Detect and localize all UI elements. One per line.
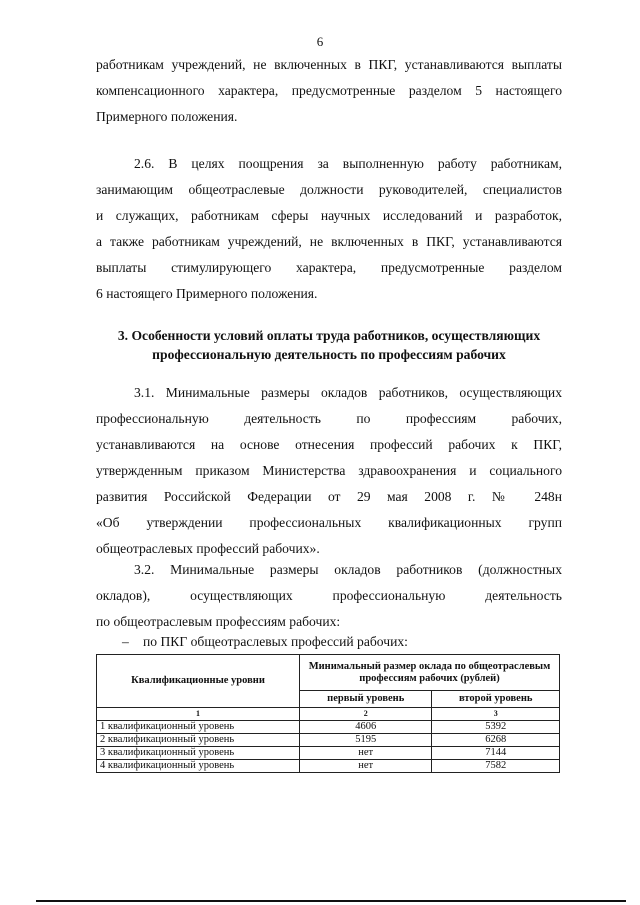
second-level-cell: 6268 [432, 734, 560, 747]
first-level-cell: 5195 [300, 734, 432, 747]
first-level-cell: нет [300, 747, 432, 760]
paragraph-line: по общеотраслевым профессиям рабочих: [96, 614, 341, 629]
paragraph-line: устанавливаются на основе отнесения профессий рабочих к ПКГ, [96, 437, 562, 452]
paragraph-line: развития Российской Федерации от 29 мая 2008 г. № 248н [96, 489, 562, 504]
second-level-cell: 5392 [432, 721, 560, 734]
level-cell: 2 квалификационный уровень [97, 734, 300, 747]
paragraph-line: общеотраслевых профессий рабочих». [96, 541, 320, 556]
table-row [97, 760, 560, 773]
level-cell: 1 квалификационный уровень [97, 721, 300, 734]
paragraph-line: утвержденным приказом Министерства здравоохранения и социального [96, 463, 562, 478]
column-number: 1 [97, 708, 300, 721]
salary-table [96, 654, 560, 773]
paragraph-line: а также работникам учреждений, не включенных в ПКГ, устанавливаются [96, 234, 562, 249]
paragraph-line: и служащих, работникам сферы научных исследований и разработок, [96, 208, 562, 223]
header-second-level: второй уровень [432, 691, 560, 708]
page-number: 6 [316, 34, 324, 49]
paragraph-line: 6 настоящего Примерного положения. [96, 286, 318, 301]
paragraph-line: 2.6. В целях поощрения за выполненную работу работникам, [134, 156, 562, 171]
level-cell: 3 квалификационный уровень [97, 747, 300, 760]
header-qualification-levels: Квалификационные уровни [97, 655, 300, 708]
first-level-cell: нет [300, 760, 432, 773]
header-first-level: первый уровень [300, 691, 432, 708]
list-bullet: – [122, 634, 129, 649]
paragraph-line: занимающим общеотраслевые должности руководителей, специалистов [96, 182, 562, 197]
page-bottom-edge [36, 900, 626, 902]
level-cell: 4 квалификационный уровень [97, 760, 300, 773]
table-row [97, 721, 560, 734]
first-level-cell: 4606 [300, 721, 432, 734]
second-level-cell: 7582 [432, 760, 560, 773]
paragraph-line: 3.1. Минимальные размеры окладов работников, осуществляющих [134, 385, 562, 400]
paragraph-line: компенсационного характера, предусмотренные разделом 5 настоящего [96, 83, 562, 98]
section-heading: 3. Особенности условий оплаты труда работников, осуществляющих [117, 328, 541, 343]
table-row [97, 747, 560, 760]
paragraph-line: окладов), осуществляющих профессиональную деятельность [96, 588, 562, 603]
second-level-cell: 7144 [432, 747, 560, 760]
paragraph-line: 3.2. Минимальные размеры окладов работников (должностных [134, 562, 562, 577]
paragraph-line: Примерного положения. [96, 109, 238, 124]
paragraph-line: профессиональную деятельность по профессиям рабочих, [96, 411, 562, 426]
table-row [97, 734, 560, 747]
column-number: 2 [300, 708, 432, 721]
paragraph-line: выплаты стимулирующего характера, предусмотренные разделом [96, 260, 562, 275]
column-number: 3 [432, 708, 560, 721]
paragraph-line: «Об утверждении профессиональных квалификационных групп [96, 515, 562, 530]
section-heading: профессиональную деятельность по профессиям рабочих [152, 347, 506, 362]
list-item-text: по ПКГ общеотраслевых профессий рабочих: [143, 634, 408, 649]
header-min-salary: Минимальный размер оклада по общеотраслевым профессиям рабочих (рублей) [300, 655, 560, 691]
paragraph-line: работникам учреждений, не включенных в ПКГ, устанавливаются выплаты [96, 57, 562, 72]
